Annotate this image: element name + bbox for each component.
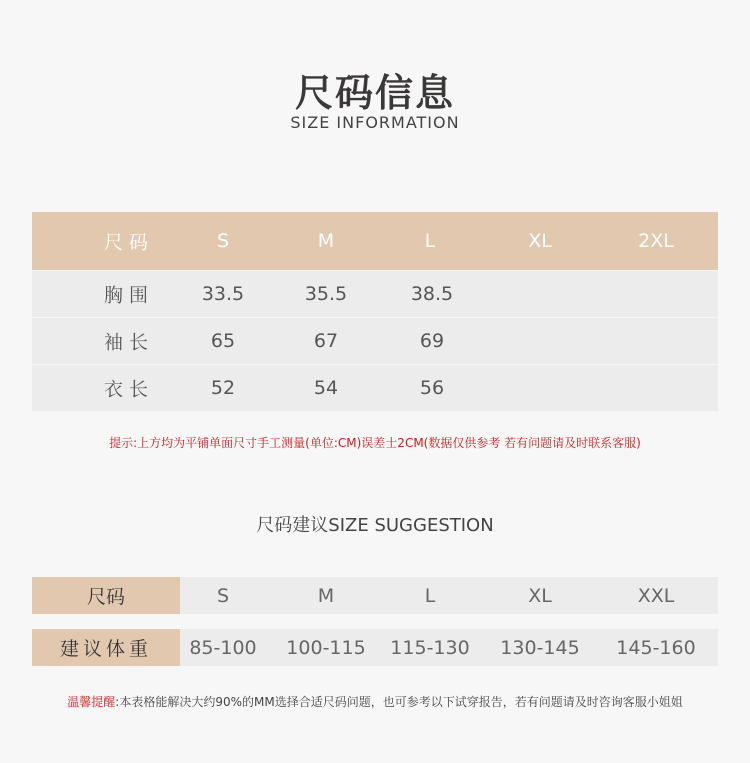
- reminder-text: :本表格能解决大约90%的MM选择合适尺码问题，也可参考以下试穿报告，若有问题请及时咨询客服小姐姐: [115, 695, 683, 709]
- table-cell: 85-100: [189, 636, 257, 659]
- table-cell: 69: [419, 330, 445, 352]
- page-subtitle: SIZE INFORMATION: [290, 113, 460, 132]
- suggestion-size-label: 尺码: [32, 577, 180, 614]
- table-cell: S: [216, 584, 230, 607]
- header-size-l: L: [424, 230, 436, 252]
- page-title: 尺码信息: [294, 71, 455, 115]
- size-table-header: [32, 212, 718, 270]
- row-label: 袖 长: [104, 331, 149, 354]
- reminder-highlight: 温馨提醒: [67, 695, 116, 709]
- table-cell: 100-115: [286, 636, 366, 659]
- table-cell: XXL: [637, 584, 675, 607]
- header-label: 尺 码: [104, 231, 149, 254]
- suggestion-weight-row: [32, 629, 718, 666]
- row-label: 胸 围: [104, 284, 149, 307]
- suggestion-weight-label: 建议体重: [32, 629, 180, 666]
- header-size-m: M: [317, 230, 335, 252]
- table-row: [32, 318, 718, 364]
- size-table: [32, 212, 718, 411]
- table-cell: 35.5: [304, 283, 348, 305]
- header-size-xl: XL: [528, 230, 552, 252]
- table-cell: 33.5: [201, 283, 245, 305]
- table-cell: 145-160: [616, 636, 696, 659]
- table-cell: XL: [528, 584, 552, 607]
- suggestion-size-row: [32, 577, 718, 614]
- table-cell: 65: [210, 330, 236, 352]
- table-cell: 130-145: [500, 636, 580, 659]
- reminder-note: [0, 693, 750, 710]
- table-cell: 52: [210, 377, 236, 399]
- table-row: [32, 271, 718, 317]
- table-cell: 56: [419, 377, 445, 399]
- row-label: 衣 长: [104, 378, 149, 401]
- table-row: [32, 365, 718, 411]
- header-size-2xl: 2XL: [638, 230, 674, 252]
- table-cell: L: [424, 584, 436, 607]
- measurement-note: 提示:上方均为平铺单面尺寸手工测量(单位:CM)误差士2CM(数据仅供参考 若有问题请及时联系客服): [109, 436, 641, 450]
- table-cell: 67: [313, 330, 339, 352]
- table-cell: M: [317, 584, 335, 607]
- suggestion-title: 尺码建议SIZE SUGGESTION: [256, 515, 494, 536]
- table-cell: 115-130: [390, 636, 470, 659]
- header-size-s: S: [216, 230, 230, 252]
- table-cell: 54: [313, 377, 339, 399]
- table-cell: 38.5: [410, 283, 454, 305]
